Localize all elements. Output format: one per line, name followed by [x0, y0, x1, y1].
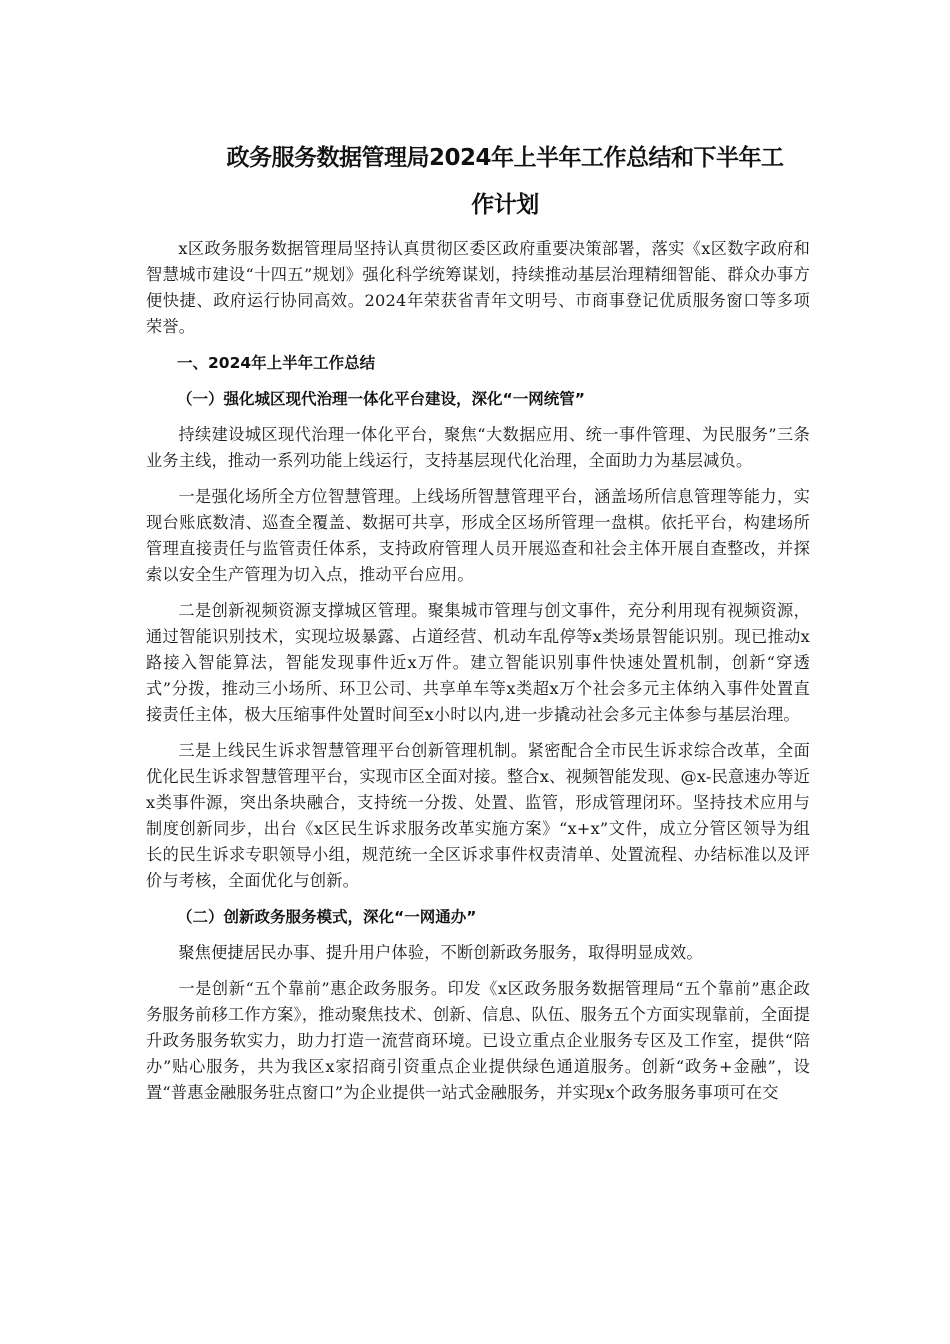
body-paragraph: 二是创新视频资源支撑城区管理。聚集城市管理与创文事件，充分利用现有视频资源，通过智能识别技术，实现垃圾暴露、占道经营、机动车乱停等x类场景智能识别。现已推动x路接入智能算法，智能发现事件近x万件。建立智能识别事件快速处置机制，创新“穿透式”分拨，推动三小场所、环卫公司、共享单车等x类超x万个社会多元主体纳入事件处置直接责任主体，极大压缩事件处置时间至x小时以内,进一步撬动社会多元主体参与基层治理。	[146, 601, 810, 724]
section-heading: 一、2024年上半年工作总结	[177, 354, 376, 372]
subsection-heading: （二）创新政务服务模式，深化“一网通办”	[177, 908, 477, 926]
subsection-heading: （一）强化城区现代治理一体化平台建设，深化“一网统管”	[177, 390, 585, 408]
body-paragraph: 三是上线民生诉求智慧管理平台创新管理机制。紧密配合全市民生诉求综合改革，全面优化民生诉求智慧管理平台，实现市区全面对接。整合x、视频智能发现、@x-民意速办等近x类事件源，突出条块融合，支持统一分拨、处置、监管，形成管理闭环。坚持技术应用与制度创新同步，出台《x区民生诉求服务改革实施方案》“x+x”文件，成立分管区领导为组长的民生诉求专职领导小组，规范统一全区诉求事件权责清单、处置流程、办结标准以及评价与考核，全面优化与创新。	[146, 741, 810, 890]
document-title-line2: 作计划	[471, 192, 539, 218]
body-paragraph: 一是创新“五个靠前”惠企政务服务。印发《x区政务服务数据管理局“五个靠前”惠企政务服务前移工作方案》，推动聚焦技术、创新、信息、队伍、服务五个方面实现靠前，全面提升政务服务软实力，助力打造一流营商环境。已设立重点企业服务专区及工作室，提供“陪办”贴心服务，共为我区x家招商引资重点企业提供绿色通道服务。创新“政务+金融”，设置“普惠金融服务驻点窗口”为企业提供一站式金融服务，并实现x个政务服务事项可在交	[146, 979, 810, 1102]
document-body	[146, 236, 810, 1116]
body-paragraph: 一是强化场所全方位智慧管理。上线场所智慧管理平台，涵盖场所信息管理等能力，实现台账底数清、巡查全覆盖、数据可共享，形成全区场所管理一盘棋。依托平台，构建场所管理直接责任与监管责任体系，支持政府管理人员开展巡查和社会主体开展自查整改，并探索以安全生产管理为切入点，推动平台应用。	[146, 487, 810, 584]
body-paragraph: 持续建设城区现代治理一体化平台，聚焦“大数据应用、统一事件管理、为民服务”三条业务主线，推动一系列功能上线运行，支持基层现代化治理，全面助力为基层减负。	[146, 425, 810, 470]
intro-paragraph: x区政务服务数据管理局坚持认真贯彻区委区政府重要决策部署，落实《x区数字政府和智慧城市建设“十四五”规划》强化科学统筹谋划，持续推动基层治理精细智能、群众办事方便快捷、政府运行协同高效。2024年荣获省青年文明号、市商事登记优质服务窗口等多项荣誉。	[146, 239, 810, 336]
body-paragraph: 聚焦便捷居民办事、提升用户体验，不断创新政务服务，取得明显成效。	[178, 943, 703, 962]
document-title-line1: 政务服务数据管理局2024年上半年工作总结和下半年工	[226, 145, 784, 171]
